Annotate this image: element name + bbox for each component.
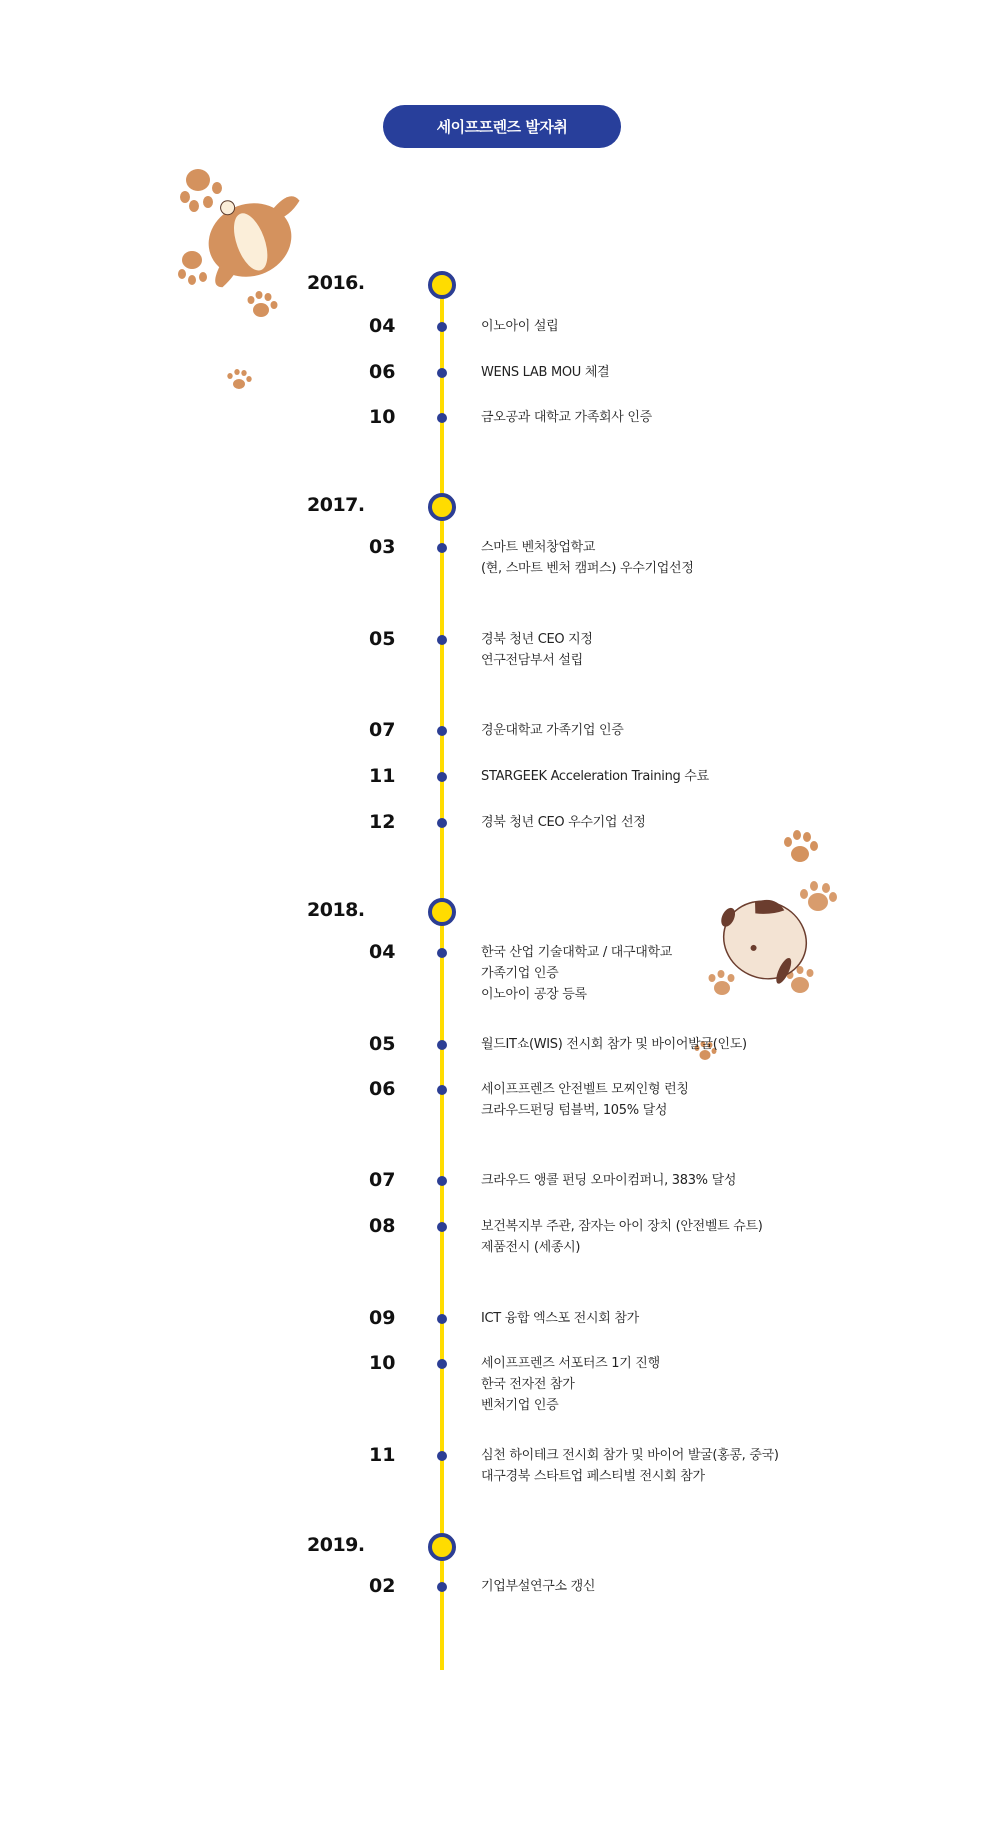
timeline-dot — [437, 1222, 447, 1232]
event-description — [481, 1576, 595, 1597]
timeline-dot — [437, 1176, 447, 1186]
timeline-dot — [437, 818, 447, 828]
year-label: 2018. — [307, 899, 365, 921]
event-description — [481, 1308, 639, 1329]
timeline-dot — [437, 543, 447, 553]
event-line: 제품전시 (세종시) — [481, 1240, 581, 1255]
month-label: 03 — [369, 536, 396, 558]
month-label: 10 — [369, 1352, 396, 1374]
event-description — [481, 942, 672, 1005]
event-description — [481, 1353, 660, 1416]
event-line: 경운대학교 가족기업 인증 — [481, 723, 624, 738]
event-description — [481, 537, 694, 579]
event-line: 월드IT쇼(WIS) 전시회 참가 및 바이어발굴(인도) — [481, 1037, 747, 1052]
event-line: 경북 청년 CEO 우수기업 선정 — [481, 815, 646, 830]
hamster-character-icon — [700, 880, 850, 1010]
month-label: 07 — [369, 1169, 396, 1191]
event-description — [481, 407, 652, 428]
month-label: 05 — [369, 1033, 396, 1055]
timeline-dot — [437, 322, 447, 332]
event-line: 스마트 벤처창업학교 — [481, 540, 596, 555]
event-line: 크라우드 앵콜 펀딩 오마이컴퍼니, 383% 달성 — [481, 1173, 737, 1188]
event-line: 크라우드펀딩 텀블벅, 105% 달성 — [481, 1103, 668, 1118]
event-line: 가족기업 인증 — [481, 966, 559, 981]
event-description — [481, 362, 609, 383]
year-node-marker — [428, 493, 456, 521]
event-description — [481, 766, 709, 787]
event-line: (현, 스마트 벤처 캠퍼스) 우수기업선정 — [481, 561, 694, 576]
year-label: 2019. — [307, 1534, 365, 1556]
month-label: 06 — [369, 1078, 396, 1100]
event-line: ICT 융합 엑스포 전시회 참가 — [481, 1311, 639, 1326]
event-line: 한국 산업 기술대학교 / 대구대학교 — [481, 945, 673, 960]
month-label: 08 — [369, 1215, 396, 1237]
year-node-marker — [428, 898, 456, 926]
paw-print-icon — [780, 828, 820, 868]
month-label: 10 — [369, 406, 396, 428]
timeline-dot — [437, 772, 447, 782]
event-line: 경북 청년 CEO 지정 — [481, 632, 593, 647]
event-line: STARGEEK Acceleration Training 수료 — [481, 769, 709, 784]
timeline-dot — [437, 368, 447, 378]
event-line: 이노아이 공장 등록 — [481, 987, 587, 1002]
event-description — [481, 316, 558, 337]
event-line: WENS LAB MOU 체결 — [481, 365, 610, 380]
timeline-dot — [437, 1451, 447, 1461]
event-description — [481, 629, 593, 671]
event-line: 세이프프렌즈 서포터즈 1기 진행 — [481, 1356, 660, 1371]
year-label: 2017. — [307, 494, 365, 516]
event-description — [481, 720, 624, 741]
event-line: 이노아이 설립 — [481, 319, 559, 334]
month-label: 11 — [369, 1444, 396, 1466]
year-label: 2016. — [307, 272, 365, 294]
month-label: 11 — [369, 765, 396, 787]
event-line: 세이프프렌즈 안전벨트 모찌인형 런칭 — [481, 1082, 689, 1097]
page-title: 세이프프렌즈 발자취 — [383, 105, 621, 148]
event-description — [481, 812, 646, 833]
timeline-dot — [437, 1359, 447, 1369]
month-label: 04 — [369, 941, 396, 963]
month-label: 04 — [369, 315, 396, 337]
event-line: 기업부설연구소 갱신 — [481, 1579, 596, 1594]
timeline-dot — [437, 1314, 447, 1324]
event-line: 연구전담부서 설립 — [481, 653, 583, 668]
month-label: 07 — [369, 719, 396, 741]
year-node-marker — [428, 1533, 456, 1561]
paw-print-icon — [226, 368, 252, 394]
timeline-dot — [437, 635, 447, 645]
event-line: 보건복지부 주관, 잠자는 아이 장치 (안전벨트 슈트) — [481, 1219, 763, 1234]
month-label: 06 — [369, 361, 396, 383]
event-line: 심천 하이테크 전시회 참가 및 바이어 발굴(홍콩, 중국) — [481, 1448, 779, 1463]
event-line: 한국 전자전 참가 — [481, 1377, 575, 1392]
event-line: 대구경북 스타트업 페스티벌 전시회 참가 — [481, 1469, 705, 1484]
timeline-dot — [437, 948, 447, 958]
timeline-dot — [437, 1085, 447, 1095]
timeline-dot — [437, 413, 447, 423]
timeline-dot — [437, 1040, 447, 1050]
event-description — [481, 1034, 747, 1055]
month-label: 05 — [369, 628, 396, 650]
timeline-dot — [437, 726, 447, 736]
event-description — [481, 1216, 763, 1258]
event-description — [481, 1079, 689, 1121]
event-description — [481, 1445, 779, 1487]
event-line: 벤처기업 인증 — [481, 1398, 559, 1413]
month-label: 02 — [369, 1575, 396, 1597]
paw-print-icon — [245, 290, 279, 324]
dog-character-icon — [170, 160, 320, 300]
event-description — [481, 1170, 736, 1191]
year-node-marker — [428, 271, 456, 299]
month-label: 12 — [369, 811, 396, 833]
timeline-dot — [437, 1582, 447, 1592]
month-label: 09 — [369, 1307, 396, 1329]
event-line: 금오공과 대학교 가족회사 인증 — [481, 410, 652, 425]
